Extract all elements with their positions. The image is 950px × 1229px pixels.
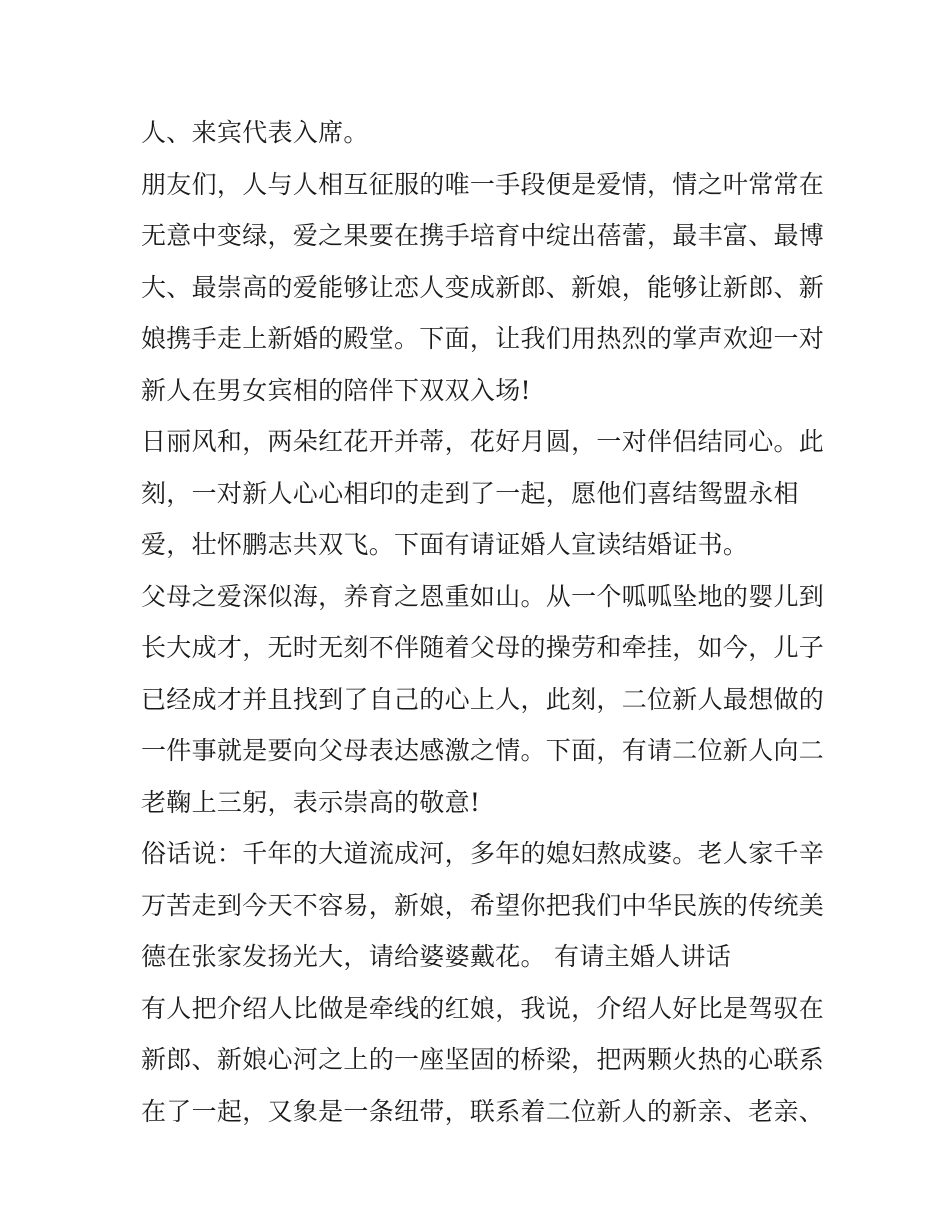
text-line: 朋友们，人与人相互征服的唯一手段便是爱情，情之叶常常在 bbox=[141, 169, 825, 199]
text-line: 俗话说：千年的大道流成河，多年的媳妇熬成婆。老人家千辛 bbox=[141, 839, 825, 868]
text-line: 长大成才，无时无刻不伴随着父母的操劳和牵挂，如今，儿子 bbox=[141, 633, 825, 662]
text-line: 日丽风和，两朵红花开并蒂，花好月圆，一对伴侣结同心。此 bbox=[141, 427, 825, 456]
text-line: 有人把介绍人比做是牵线的红娘，我说，介绍人好比是驾驭在 bbox=[141, 993, 825, 1023]
text-line: 新郎、新娘心河之上的一座坚固的桥梁，把两颗火热的心联系 bbox=[141, 1045, 825, 1074]
text-line: 大、最崇高的爱能够让恋人变成新郎、新娘，能够让新郎、新 bbox=[141, 272, 825, 302]
text-line: 刻，一对新人心心相印的走到了一起，愿他们喜结鸳盟永相 bbox=[141, 478, 799, 508]
text-line: 万苦走到今天不容易，新娘，希望你把我们中华民族的传统美 bbox=[141, 890, 825, 920]
text-line: 无意中变绿，爱之果要在携手培育中绽出蓓蕾，最丰富、最博 bbox=[141, 221, 825, 250]
text-line: 德在张家发扬光大，请给婆婆戴花。 有请主婚人讲话 bbox=[141, 942, 732, 971]
text-line: 父母之爱深似海，养育之恩重如山。从一个呱呱坠地的婴儿到 bbox=[141, 581, 825, 611]
document-body bbox=[141, 107, 825, 1137]
text-line: 新人在男女宾相的陪伴下双双入场! bbox=[141, 375, 531, 405]
text-line: 娘携手走上新婚的殿堂。下面，让我们用热烈的掌声欢迎一对 bbox=[141, 324, 825, 353]
text-line: 爱，壮怀鹏志共双飞。下面有请证婚人宣读结婚证书。 bbox=[141, 530, 749, 559]
text-line: 一件事就是要向父母表达感激之情。下面，有请二位新人向二 bbox=[141, 736, 825, 765]
text-line: 已经成才并且找到了自己的心上人，此刻，二位新人最想做的 bbox=[141, 684, 825, 714]
text-line: 在了一起，又象是一条纽带，联系着二位新人的新亲、老亲、 bbox=[141, 1096, 825, 1126]
text-line: 老鞠上三躬，表示崇高的敬意! bbox=[141, 787, 481, 817]
text-line: 人、来宾代表入席。 bbox=[141, 118, 369, 147]
